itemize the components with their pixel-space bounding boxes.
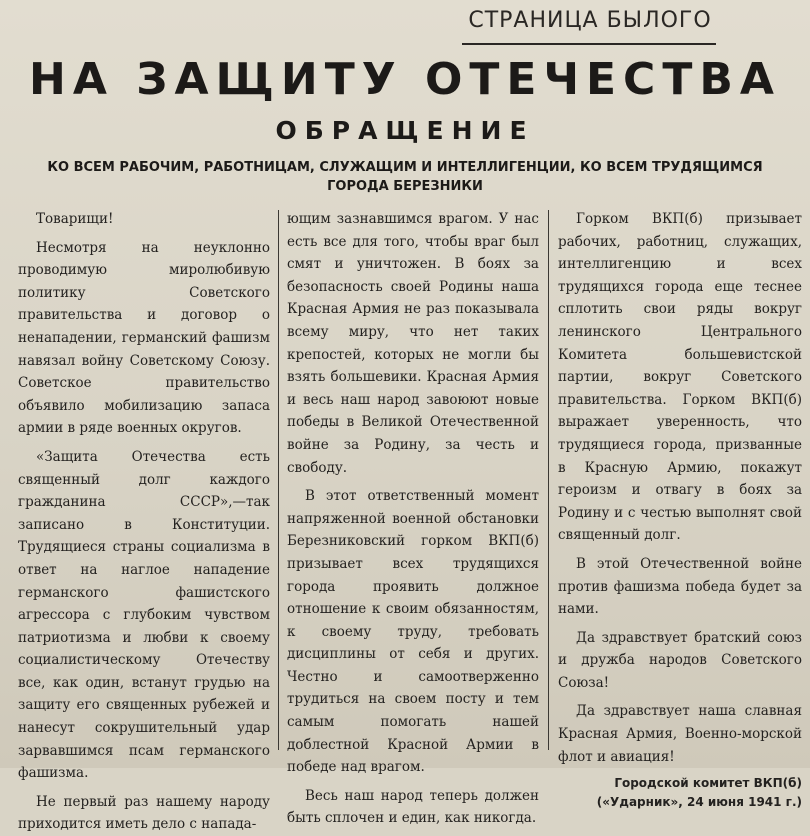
- article-address: КО ВСЕМ РАБОЧИМ, РАБОТНИЦАМ, СЛУЖАЩИМ И ИНТЕЛЛИГЕНЦИИ, КО ВСЕМ ТРУДЯЩИМСЯ ГОРОДА БЕРЕЗНИКИ: [47, 160, 763, 194]
- page-headline: НА ЗАЩИТУ ОТЕЧЕСТВА: [29, 54, 781, 105]
- paragraph: Несмотря на неуклонно проводимую миролюбивую политику Советского правительства и договор о ненападении, германский фашизм навязал войну Советскому Союзу. Советское правительство объявило мобилизацию запаса армии в ряде военных округов.: [18, 239, 270, 437]
- signature-author: Городской комитет ВКП(б): [614, 776, 802, 791]
- signature: [558, 774, 802, 812]
- article-column-3: [558, 208, 802, 810]
- paragraph: Не первый раз нашему народу приходится иметь дело с напада-: [18, 793, 270, 833]
- paragraph: «Защита Отечества есть священный долг каждого гражданина СССР»,—так записано в Конституции. Трудящиеся страны социализма в ответ на наглое нападение германского фашистского агрессора с глубоким чувством патриотизма и любви к своему социалистическому Отечеству все, как один, встанут грудью на защиту его священных рубежей и нанесут сокрушительный удар зарвавшимся псам германского фашизма.: [18, 448, 270, 782]
- article-column-1: [18, 208, 270, 833]
- paragraph: Да здравствует наша славная Красная Армия, Военно-морской флот и авиация!: [558, 703, 802, 765]
- article-column-2: [287, 208, 539, 827]
- salutation: Товарищи!: [36, 211, 114, 227]
- column-divider: [548, 210, 549, 750]
- paragraph: ющим зазнавшимся врагом. У нас есть все для того, чтобы враг был смят и уничтожен. В боях за безопасность своей Родины наша Красная Армия не раз показывала всему миру, что нет таких крепостей, которых не могли бы взять большевики. Красная Армия и весь наш народ завоюют новые победы в Великой Отечественной войне за Родину, за честь и свободу.: [287, 211, 539, 476]
- paragraph: В этой Отечественной войне против фашизма победа будет за нами.: [558, 555, 802, 618]
- rubric-underline: [462, 43, 716, 45]
- section-rubric: СТРАНИЦА БЫЛОГО: [468, 8, 712, 33]
- paragraph: Да здравствует братский союз и дружба народов Советского Союза!: [558, 629, 802, 691]
- paragraph: Горком ВКП(б) призывает рабочих, работниц, служащих, интеллигенцию и всех трудящихся города еще теснее сплотить свои ряды вокруг ленинского Центрального Комитета большевистской партии, вокруг Советского правительства. Горком ВКП(б) выражает уверенность, что трудящиеся города, призванные в Красную Армию, покажут героизм и отвагу в боях за Родину и с честью выполнят свой священный долг.: [558, 211, 802, 544]
- signature-source: («Ударник», 24 июня 1941 г.): [596, 795, 802, 810]
- column-divider: [278, 210, 279, 750]
- article-subhead: ОБРАЩЕНИЕ: [275, 116, 535, 145]
- paragraph: Весь наш народ теперь должен быть сплочен и един, как никогда.: [287, 787, 539, 827]
- paragraph: В этот ответственный момент напряженной военной обстановки Березниковский горком ВКП(б) призывает всех трудящихся города проявить должное отношение к своим обязанностям, к своему труду, требовать дисциплины от себя и других. Честно и самоотверженно трудиться на своем посту и тем самым помогать нашей доблестной Красной Армии в победе над врагом.: [287, 488, 539, 776]
